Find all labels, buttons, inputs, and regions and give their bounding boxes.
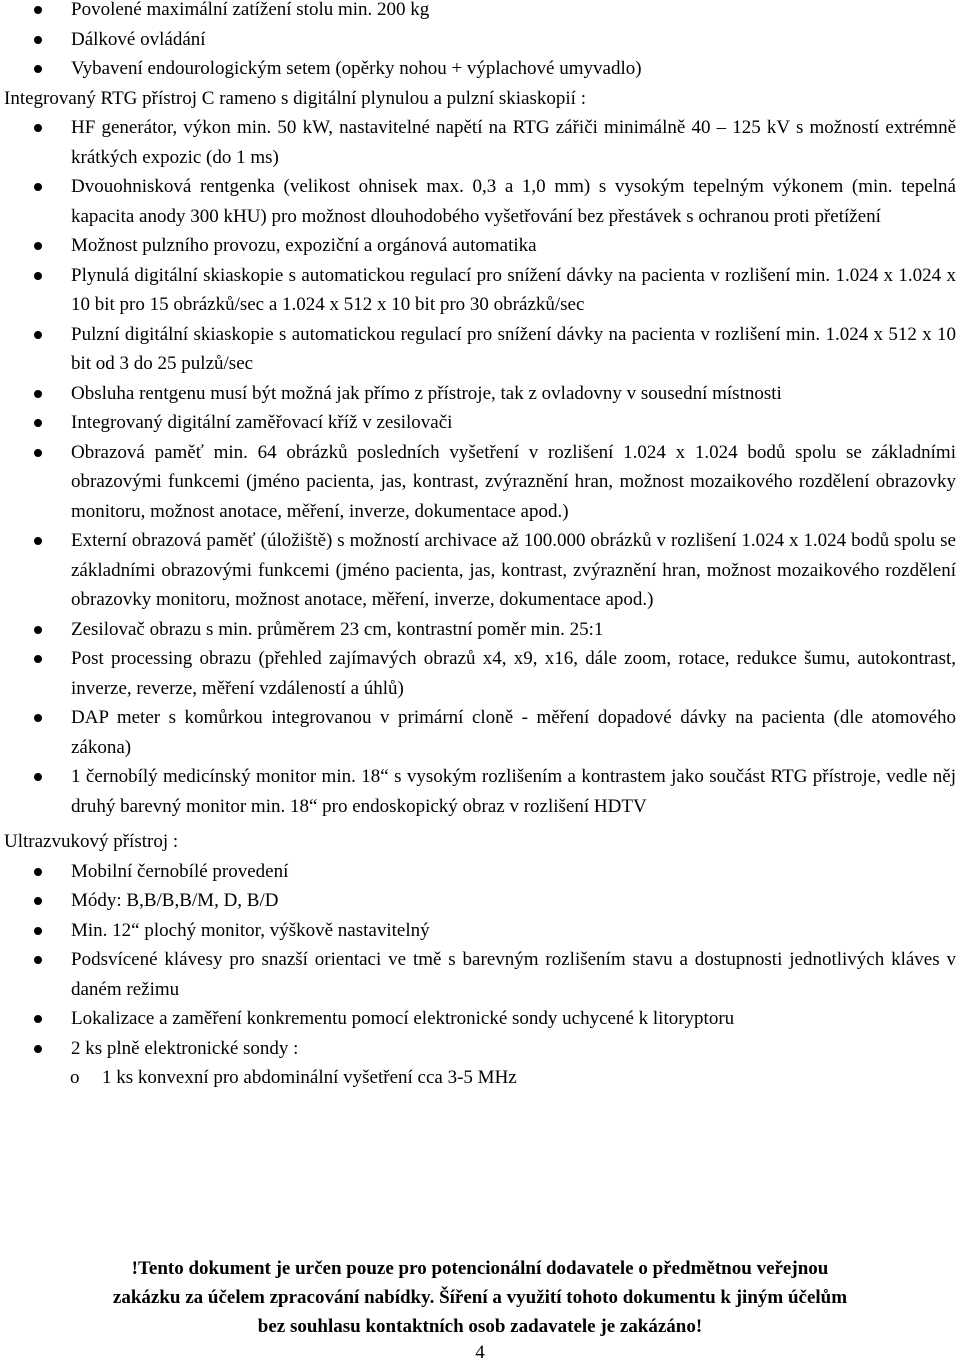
list-item: 2 ks plně elektronické sondy : <box>0 1034 960 1064</box>
list-item: Povolené maximální zatížení stolu min. 200 kg <box>0 0 960 25</box>
list-item: Externí obrazová paměť (úložiště) s možností archivace až 100.000 obrázků v rozlišení 1.024 x 1.024 bodů spolu se základními obrazovými funkcemi (jméno pacienta, jas, kontrast, zvýraznění hran, možnost mozaikového rozdělení obrazovky monitoru, možnost anotace, měření, inverze, dokumentace apod.) <box>0 526 960 615</box>
operating-table-spec-list <box>0 0 960 84</box>
notice-line: zakázku za účelem zpracování nabídky. Šíření a využití tohoto dokumentu k jiným účelům <box>112 1287 848 1308</box>
list-item: Dálkové ovládání <box>0 25 960 55</box>
notice-line: bez souhlasu kontaktních osob zadavatele je zakázáno! <box>257 1316 703 1337</box>
rtg-section-heading: Integrovaný RTG přístroj C rameno s digitální plynulou a pulzní skiaskopií : <box>4 87 586 109</box>
confidentiality-notice <box>0 1254 960 1341</box>
list-item: Podsvícené klávesy pro snazší orientaci ve tmě s barevným rozlišením stavu a dostupnosti jednotlivých kláves v daném režimu <box>0 945 960 1004</box>
page-number: 4 <box>475 1342 485 1363</box>
list-item: Obrazová paměť min. 64 obrázků posledních vyšetření v rozlišení 1.024 x 1.024 bodů spolu se základními obrazovými funkcemi (jméno pacienta, jas, kontrast, zvýraznění hran, možnost mozaikového rozdělení obrazovky monitoru, možnost anotace, měření, inverze, dokumentace apod.) <box>0 438 960 527</box>
list-item: Pulzní digitální skiaskopie s automatickou regulací pro snížení dávky na pacienta v rozlišení min. 1.024 x 512 x 10 bit od 3 do 25 pulzů/sec <box>0 320 960 379</box>
list-item: Obsluha rentgenu musí být možná jak přímo z přístroje, tak z ovladovny v sousední místnosti <box>0 379 960 409</box>
sublist-item: o 1 ks konvexní pro abdominální vyšetření cca 3-5 MHz <box>0 1063 960 1093</box>
list-item: Dvouohnisková rentgenka (velikost ohnisek max. 0,3 a 1,0 mm) s vysokým tepelným výkonem (min. tepelná kapacita anody 300 kHU) pro možnost dlouhodobého vyšetřování bez přestávek s ochranou proti přetížení <box>0 172 960 231</box>
list-item: DAP meter s komůrkou integrovanou v primární cloně - měření dopadové dávky na pacienta (dle atomového zákona) <box>0 703 960 762</box>
probe-sublist <box>0 1063 960 1093</box>
list-item: Módy: B,B/B,B/M, D, B/D <box>0 886 960 916</box>
list-item: Možnost pulzního provozu, expoziční a orgánová automatika <box>0 231 960 261</box>
list-item: Plynulá digitální skiaskopie s automatickou regulací pro snížení dávky na pacienta v rozlišení min. 1.024 x 1.024 x 10 bit pro 15 obrázků/sec a 1.024 x 512 x 10 bit pro 30 obrázků/sec <box>0 261 960 320</box>
list-item: Vybavení endourologickým setem (opěrky nohou + výplachové umyvadlo) <box>0 54 960 84</box>
list-item: HF generátor, výkon min. 50 kW, nastavitelné napětí na RTG zářiči minimálně 40 – 125 kV s možností extrémně krátkých expozic (do 1 ms) <box>0 113 960 172</box>
list-item: Post processing obrazu (přehled zajímavých obrazů x4, x9, x16, dále zoom, rotace, redukce šumu, autokontrast, inverze, reverze, měření vzdáleností a úhlů) <box>0 644 960 703</box>
list-item: Mobilní černobílé provedení <box>0 857 960 887</box>
ultrasound-spec-list <box>0 857 960 1064</box>
rtg-spec-list <box>0 113 960 821</box>
list-item: 1 černobílý medicínský monitor min. 18“ s vysokým rozlišením a kontrastem jako součást RTG přístroje, vedle něj druhý barevný monitor min. 18“ pro endoskopický obraz v rozlišení HDTV <box>0 762 960 821</box>
list-item: Min. 12“ plochý monitor, výškově nastavitelný <box>0 916 960 946</box>
notice-line: !Tento dokument je určen pouze pro potencionální dodavatele o předmětnou veřejnou <box>131 1258 829 1279</box>
list-item: Zesilovač obrazu s min. průměrem 23 cm, kontrastní poměr min. 25:1 <box>0 615 960 645</box>
list-item: Integrovaný digitální zaměřovací kříž v zesilovači <box>0 408 960 438</box>
list-item: Lokalizace a zaměření konkrementu pomocí elektronické sondy uchycené k litoryptoru <box>0 1004 960 1034</box>
ultrasound-section-heading: Ultrazvukový přístroj : <box>4 831 179 852</box>
